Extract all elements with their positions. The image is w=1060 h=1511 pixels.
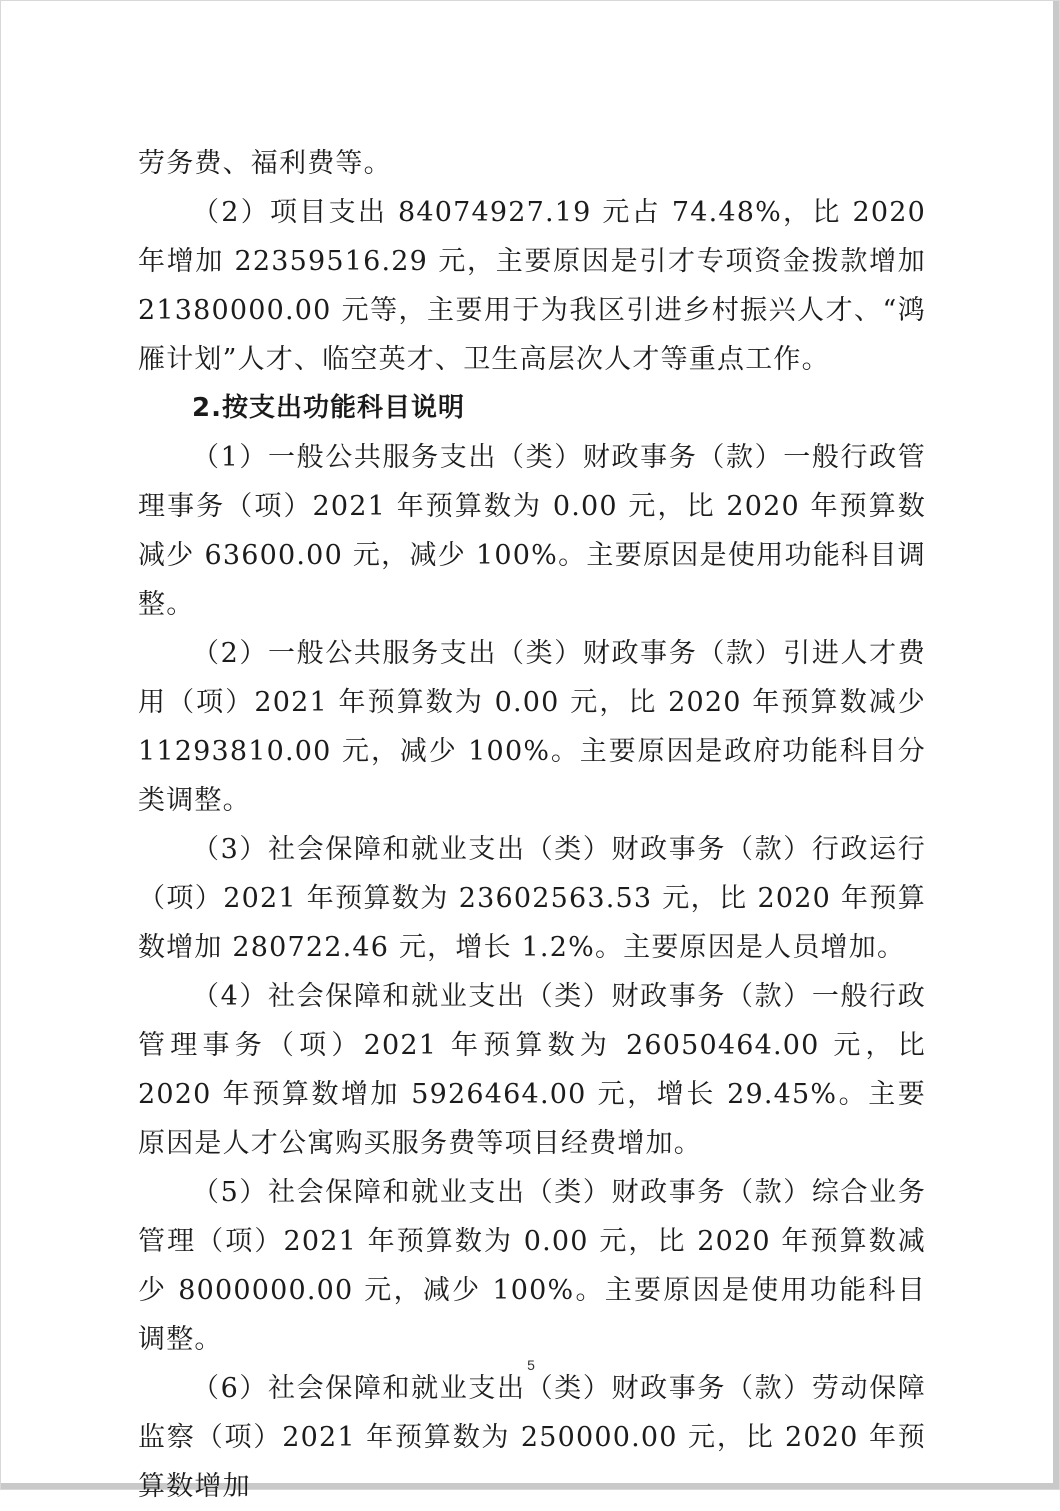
paragraph-item-6: （6）社会保障和就业支出（类）财政事务（款）劳动保障监察（项）2021 年预算数为 250000.00 元，比 2020 年预算数增加 [138,1373,926,1502]
paragraph-item-4: （4）社会保障和就业支出（类）财政事务（款）一般行政管理事务（项）2021 年预算数为 26050464.00 元，比 2020 年预算数增加 5926464.00 元，增长 29.45%。主要原因是人才公寓购买服务费等项目经费增加。 [138,981,926,1159]
section-heading-functional-subjects: 2.按支出功能科目说明 [192,393,465,423]
paragraph-item-5: （5）社会保障和就业支出（类）财政事务（款）综合业务管理（项）2021 年预算数为 0.00 元，比 2020 年预算数减少 8000000.00 元，减少 100%。主要原因是使用功能科目调整。 [138,1177,926,1355]
document-body [138,139,926,1511]
paragraph-item-1: （1）一般公共服务支出（类）财政事务（款）一般行政管理事务（项）2021 年预算数为 0.00 元，比 2020 年预算数减少 63600.00 元，减少 100%。主要原因是使用功能科目调整。 [138,442,926,620]
paragraph-project-expenditure: （2）项目支出 84074927.19 元占 74.48%，比 2020 年增加 22359516.29 元，主要原因是引才专项资金拨款增加 21380000.00 元等，主要用于为我区引进乡村振兴人才、“鸿雁计划”人才、临空英才、卫生高层次人才等重点工作。 [138,197,926,375]
paragraph-item-2: （2）一般公共服务支出（类）财政事务（款）引进人才费用（项）2021 年预算数为 0.00 元，比 2020 年预算数减少 11293810.00 元，减少 100%。主要原因是政府功能科目分类调整。 [138,638,926,816]
page-number: 5 [527,1357,535,1373]
paragraph-item-3: （3）社会保障和就业支出（类）财政事务（款）行政运行（项）2021 年预算数为 23602563.53 元，比 2020 年预算数增加 280722.46 元，增长 1.2%。主要原因是人员增加。 [138,834,926,963]
paragraph-continuation: 劳务费、福利费等。 [138,148,392,179]
